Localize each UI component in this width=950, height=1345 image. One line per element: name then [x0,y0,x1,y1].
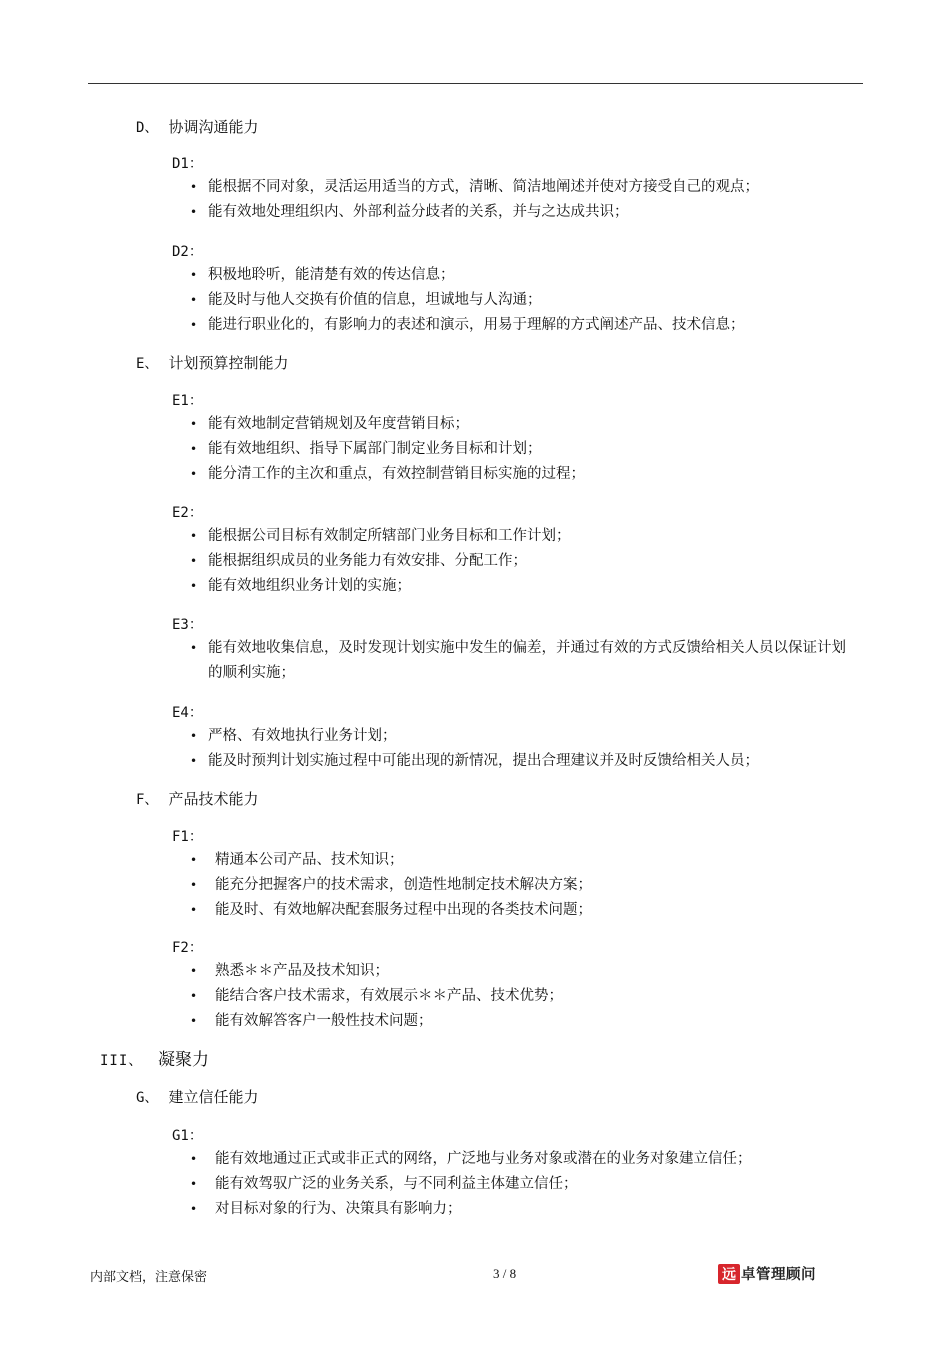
list-item [188,873,592,898]
bullet-icon: • [190,754,198,768]
list-item-text: 能及时预判计划实施过程中可能出现的新情况，提出合理建议并及时反馈给相关人员； [208,753,759,769]
level-label-e1: E1： [172,393,203,409]
level-label-e3: E3： [172,617,203,633]
level-list-g1 [188,1147,752,1222]
list-item [188,898,592,923]
list-item-text: 能有效地制定营销规划及年度营销目标； [208,416,469,432]
list-item-text: 能分清工作的主次和重点，有效控制营销目标实施的过程； [208,466,585,482]
list-item [188,984,563,1009]
list-item [188,1197,752,1222]
level-label-f2: F2： [172,940,203,956]
bullet-icon: • [190,467,198,481]
section-f-heading [136,789,258,810]
bullet-icon: • [190,964,198,978]
bullet-icon: • [190,293,198,307]
bullet-icon: • [190,641,198,655]
section-title: 计划预算控制能力 [168,354,289,372]
bullet-icon: • [190,1152,198,1166]
bullet-icon: • [190,853,198,867]
bullet-icon: • [190,729,198,743]
chapter-title: 凝聚力 [158,1050,209,1070]
section-e-heading [136,353,288,374]
bullet-icon: • [190,529,198,543]
level-list-f1 [188,848,592,923]
section-code: G、 [136,1090,159,1106]
bullet-icon: • [190,417,198,431]
chapter-iii-heading [100,1049,209,1072]
list-item-text: 能及时与他人交换有价值的信息，坦诚地与人沟通； [208,292,542,308]
bullet-icon: • [190,180,198,194]
list-item-text: 对目标对象的行为、决策具有影响力； [215,1201,462,1217]
bullet-icon: • [190,1202,198,1216]
list-item-text: 能有效解答客户一般性技术问题； [215,1013,433,1029]
list-item-text: 能充分把握客户的技术需求，创造性地制定技术解决方案； [215,877,592,893]
level-list-e3 [188,636,860,686]
list-item-text: 能根据组织成员的业务能力有效安排、分配工作； [208,553,527,569]
level-list-f2 [188,959,563,1034]
list-item-text: 能有效地处理组织内、外部利益分歧者的关系，并与之达成共识； [208,204,629,220]
logo-mark-icon: 远 [718,1264,740,1284]
bullet-icon: • [190,205,198,219]
footer-confidential-note: 内部文档，注意保密 [90,1270,208,1285]
list-item-text: 能及时、有效地解决配套服务过程中出现的各类技术问题； [215,902,592,918]
list-item-text: 能根据不同对象，灵活运用适当的方式，清晰、简洁地阐述并使对方接受自己的观点； [208,179,759,195]
list-item-text: 能结合客户技术需求，有效展示＊＊产品、技术优势； [215,988,563,1004]
list-item-text: 精通本公司产品、技术知识； [215,852,404,868]
level-label-f1: F1： [172,829,203,845]
section-title: 建立信任能力 [168,1088,259,1106]
level-list-e4 [188,724,759,774]
list-item [188,313,745,338]
list-item-text: 熟悉＊＊产品及技术知识； [215,963,389,979]
bullet-icon: • [190,1177,198,1191]
list-item [188,959,563,984]
level-list-d1 [188,175,759,225]
chapter-numeral: III、 [100,1053,144,1069]
list-item [188,524,571,549]
page-number: 3 / 8 [493,1266,517,1281]
list-item [188,462,585,487]
list-item-text: 能有效地通过正式或非正式的网络，广泛地与业务对象或潜在的业务对象建立信任； [215,1151,752,1167]
list-item [188,1009,563,1034]
section-title: 产品技术能力 [168,790,259,808]
list-item-text: 能有效地组织、指导下属部门制定业务目标和计划； [208,441,542,457]
list-item [188,437,585,462]
section-code: F、 [136,792,159,808]
list-item-text: 能进行职业化的，有影响力的表述和演示，用易于理解的方式阐述产品、技术信息； [208,317,745,333]
list-item-text: 严格、有效地执行业务计划； [208,728,397,744]
level-list-e2 [188,524,571,599]
company-logo [718,1263,816,1284]
bullet-icon: • [190,903,198,917]
level-label-e4: E4： [172,705,203,721]
section-title: 协调沟通能力 [168,118,259,136]
list-item [188,549,571,574]
list-item-text: 能有效地收集信息，及时发现计划实施中发生的偏差，并通过有效的方式反馈给相关人员以保证计划的顺利实施； [208,640,846,681]
bullet-icon: • [190,554,198,568]
level-list-e1 [188,412,585,487]
list-item [188,1147,752,1172]
logo-text: 卓管理顾问 [741,1267,816,1283]
bullet-icon: • [190,442,198,456]
section-code: D、 [136,120,159,136]
list-item [188,574,571,599]
section-g-heading [136,1087,258,1108]
list-item [188,200,759,225]
list-item [188,848,592,873]
bullet-icon: • [190,989,198,1003]
list-item-text: 能有效驾驭广泛的业务关系，与不同利益主体建立信任； [215,1176,578,1192]
list-item-text: 积极地聆听，能清楚有效的传达信息； [208,267,455,283]
list-item [188,412,585,437]
list-item [188,1172,752,1197]
list-item [188,636,860,686]
level-list-d2 [188,263,745,338]
bullet-icon: • [190,878,198,892]
level-label-g1: G1： [172,1128,203,1144]
section-code: E、 [136,356,159,372]
list-item-text: 能根据公司目标有效制定所辖部门业务目标和工作计划； [208,528,571,544]
list-item [188,724,759,749]
bullet-icon: • [190,268,198,282]
bullet-icon: • [190,1014,198,1028]
bullet-icon: • [190,318,198,332]
list-item [188,263,745,288]
level-label-d1: D1： [172,156,203,172]
list-item [188,288,745,313]
list-item-text: 能有效地组织业务计划的实施； [208,578,411,594]
bullet-icon: • [190,579,198,593]
level-label-e2: E2： [172,505,203,521]
list-item [188,749,759,774]
section-d-heading [136,117,258,138]
list-item [188,175,759,200]
level-label-d2: D2： [172,244,203,260]
header-rule [88,83,863,84]
